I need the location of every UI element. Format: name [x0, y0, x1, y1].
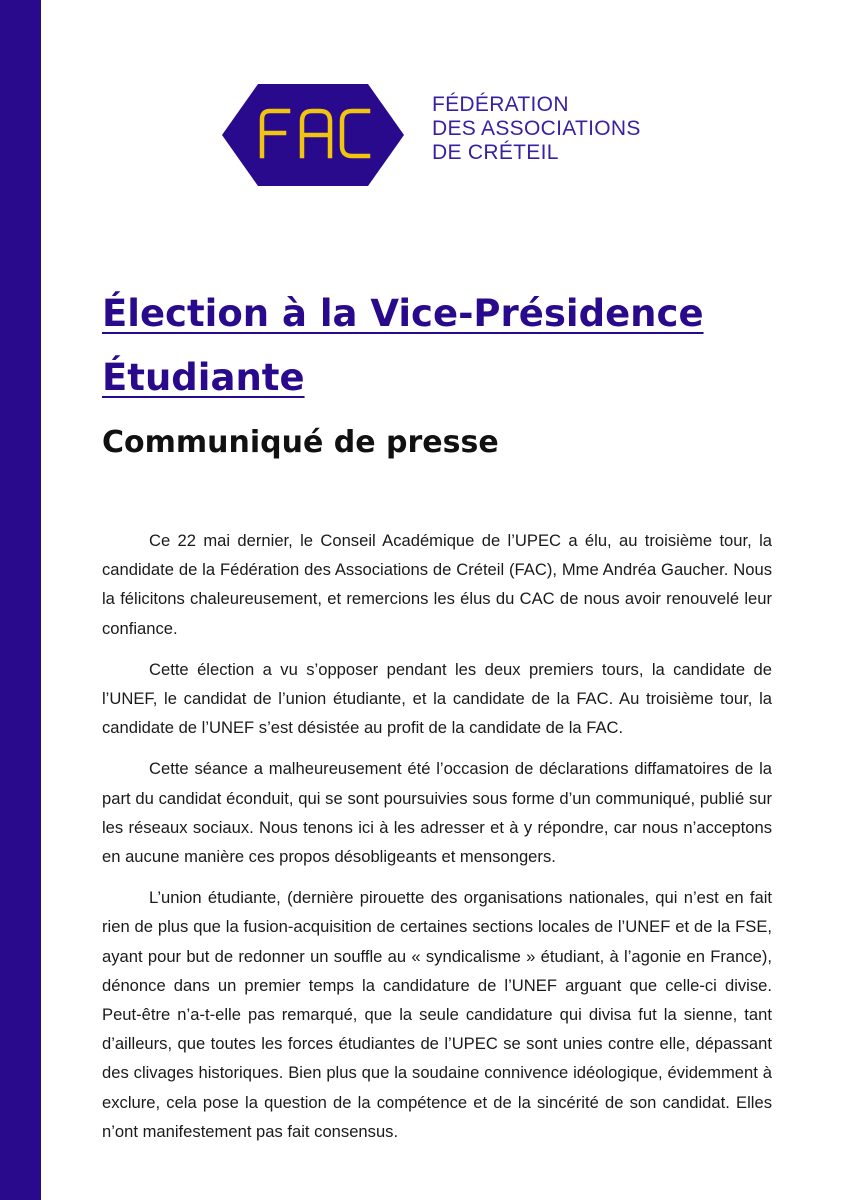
paragraph-4: L’union étudiante, (dernière pirouette des organisations nationales, qui n’est en fait rien de plus que la fusion-acquisition de certaines sections locales de l’UNEF et de la FSE, ayant pour but de redonner un souffle au « syndicalisme » étudiant, à l’agonie en France), dénonce dans un premier temps la candidature de l’UNEF arguant que celle-ci divise. Peut-être n’a-t-elle pas remarqué, que la seule candidature qui divisa fut la sienne, tant d’ailleurs, que toutes les forces étudiantes de l’UPEC se sont unies contre elle, dépassant des clivages historiques. Bien plus que la soudaine connivence idéologique, évidemment à exclure, cela pose la question de la compétence et de la sincérité de son candidat. Elles n’ont manifestement pas fait consensus.	[102, 888, 772, 1141]
organization-name	[432, 93, 641, 165]
paragraph-1: Ce 22 mai dernier, le Conseil Académique de l’UPEC a élu, au troisième tour, la candidate de la Fédération des Associations de Créteil (FAC), Mme Andréa Gaucher. Nous la félicitons chaleureusement, et remercions les élus du CAC de nous avoir renouvelé leur confiance.	[102, 531, 772, 638]
org-name-line-3: DE CRÉTEIL	[432, 141, 559, 164]
fac-logo	[222, 81, 404, 189]
paragraph-3: Cette séance a malheureusement été l’occasion de déclarations diffamatoires de la part du candidat éconduit, qui se sont poursuivies sous forme d’un communiqué, publié sur les réseaux sociaux. Nous tenons ici à les adresser et à y répondre, car nous n’acceptons en aucune manière ces propos désobligeants et mensongers.	[102, 759, 772, 867]
title-line-2: Étudiante	[102, 356, 305, 399]
left-accent-bar	[0, 0, 41, 1200]
org-name-line-1: FÉDÉRATION	[432, 93, 569, 116]
paragraph-2: Cette élection a vu s’opposer pendant les deux premiers tours, la candidate de l’UNEF, le candidat de l’union étudiante, et la candidate de la FAC. Au troisième tour, la candidate de l’UNEF s’est désistée au profit de la candidate de la FAC.	[102, 659, 772, 738]
logo-acronym: FAC	[313, 81, 315, 82]
header	[222, 81, 642, 191]
org-name-line-2: DES ASSOCIATIONS	[432, 117, 641, 140]
document-title	[102, 282, 802, 410]
document-subtitle: Communiqué de presse	[102, 425, 499, 460]
document-body	[102, 526, 772, 1158]
title-line-1: Élection à la Vice-Présidence	[102, 292, 704, 335]
